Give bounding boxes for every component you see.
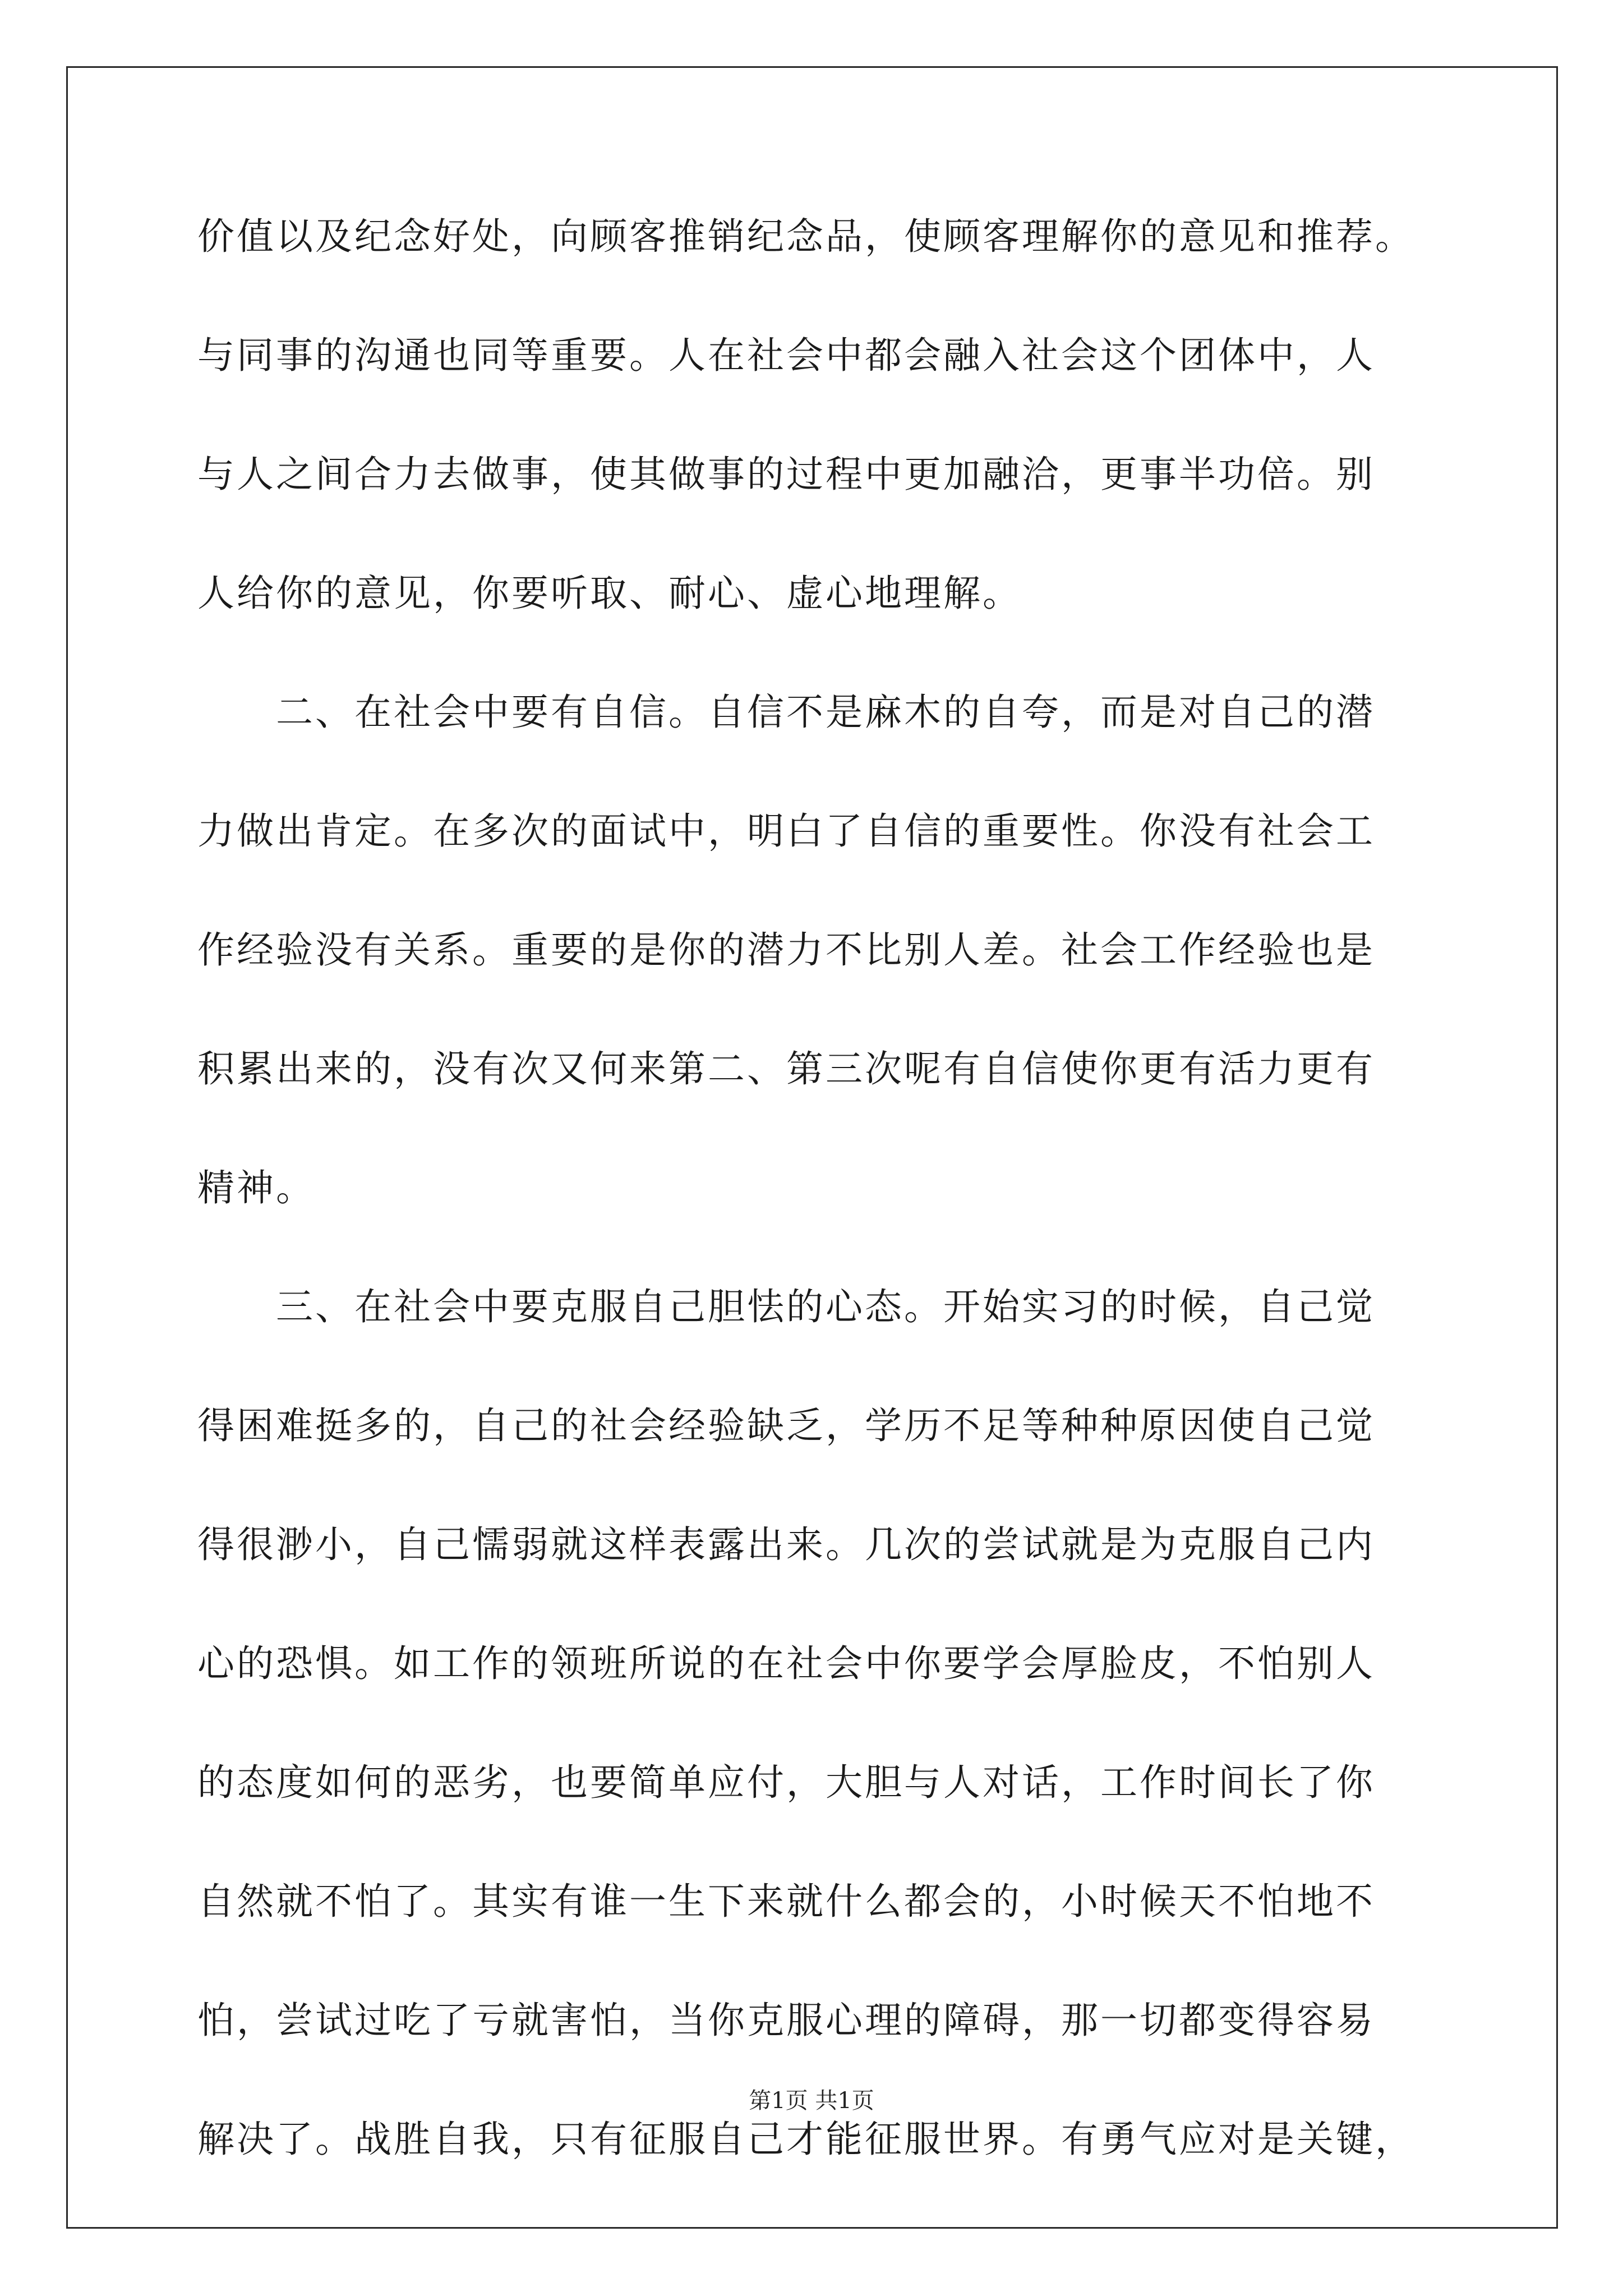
text-line: 作经验没有关系。重要的是你的潜力不比别人差。社会工作经验也是 (197, 928, 1375, 972)
text-line: 人给你的意见，你要听取、耐心、虚心地理解。 (197, 572, 1022, 615)
text-line: 自然就不怕了。其实有谁一生下来就什么都会的，小时候天不怕地不 (197, 1880, 1375, 1923)
text-line: 怕，尝试过吃了亏就害怕，当你克服心理的障碍，那一切都变得容易 (197, 1999, 1375, 2042)
page-number-footer: 第1页 共1页 (749, 2088, 874, 2114)
text-line: 力做出肯定。在多次的面试中，明白了自信的重要性。你没有社会工 (197, 809, 1375, 853)
paragraph-first-line: 二、在社会中要有自信。自信不是麻木的自夸，而是对自己的潜 (276, 691, 1375, 734)
text-line: 得困难挺多的，自己的社会经验缺乏，学历不足等种种原因使自己觉 (197, 1404, 1375, 1447)
text-line: 精神。 (197, 1166, 315, 1209)
text-line: 的态度如何的恶劣，也要简单应付，大胆与人对话，工作时间长了你 (197, 1761, 1375, 1804)
text-line: 与同事的沟通也同等重要。人在社会中都会融入社会这个团体中，人 (197, 334, 1375, 377)
text-line: 心的恐惧。如工作的领班所说的在社会中你要学会厚脸皮，不怕别人 (197, 1642, 1375, 1685)
text-line: 积累出来的，没有次又何来第二、第三次呢有自信使你更有活力更有 (197, 1047, 1375, 1091)
text-line: 价值以及纪念好处，向顾客推销纪念品，使顾客理解你的意见和推荐。 (197, 215, 1414, 258)
text-line: 得很渺小，自己懦弱就这样表露出来。几次的尝试就是为克服自己内 (197, 1523, 1375, 1566)
text-line: 与人之间合力去做事，使其做事的过程中更加融洽，更事半功倍。别 (197, 453, 1375, 496)
paragraph-first-line: 三、在社会中要克服自己胆怯的心态。开始实习的时候，自己觉 (276, 1285, 1375, 1328)
text-line: 解决了。战胜自我，只有征服自己才能征服世界。有勇气应对是关键， (197, 2118, 1414, 2161)
